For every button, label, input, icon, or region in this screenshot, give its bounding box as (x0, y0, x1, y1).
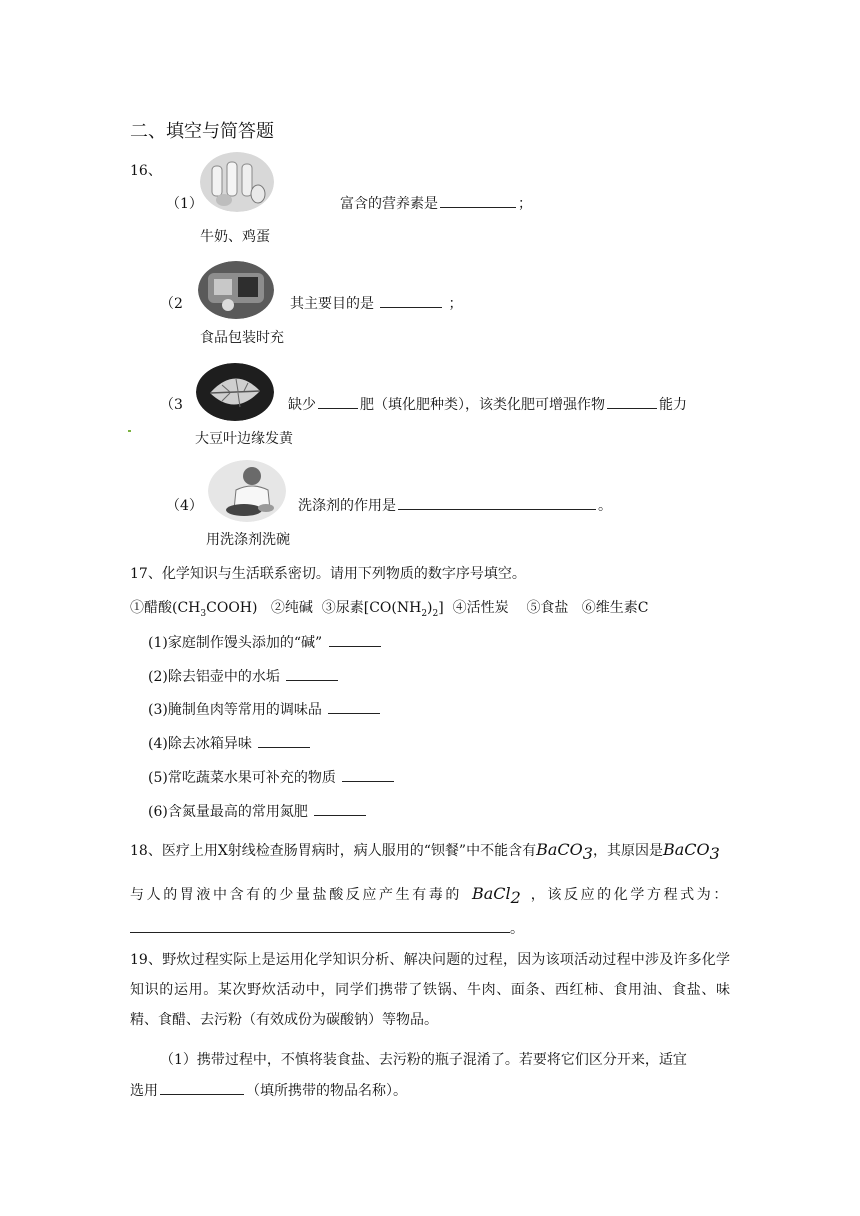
q16-item4-caption: 用洗涤剂洗碗 (206, 532, 290, 548)
q17-sub3: (3)腌制鱼肉等常用的调味品 (148, 699, 382, 719)
stray-mark (128, 430, 131, 432)
q18-answer-line: 。 (130, 918, 524, 938)
q17-intro: 17、化学知识与生活联系密切。请用下列物质的数字序号填空。 (130, 566, 526, 582)
q16-item2-caption: 食品包装时充 (200, 330, 284, 346)
soybean-leaf-photo-icon (196, 363, 274, 421)
q16-item3-caption: 大豆叶边缘发黄 (195, 431, 293, 447)
q19-sub1-line1: （1）携带过程中，不慎将装食盐、去污粉的瓶子混淆了。若要将它们区分开来，适宜 (160, 1052, 687, 1068)
q17-sub1: (1)家庭制作馒头添加的“碱” (148, 632, 383, 652)
q17-sub6: (6)含氮量最高的常用氮肥 (148, 801, 368, 821)
q17-sub2: (2)除去铝壶中的水垢 (148, 666, 340, 686)
q16-item3-text: 缺少 肥（填化肥种类），该类化肥可增强作物 能力 (288, 397, 687, 413)
q19-sub1-line2: 选用 （填所携带的物品名称）。 (130, 1083, 407, 1099)
q16-item4-text: 洗涤剂的作用是 。 (298, 498, 612, 514)
q16-item3-num: （3 (160, 397, 183, 413)
section-title: 二、填空与简答题 (130, 121, 274, 142)
q16-item1-caption: 牛奶、鸡蛋 (200, 229, 270, 245)
washing-dishes-photo-icon (208, 460, 286, 522)
q17-sub5: (5)常吃蔬菜水果可补充的物质 (148, 767, 396, 787)
food-package-photo-icon (198, 261, 274, 319)
q17-sub4: (4)除去冰箱异味 (148, 733, 312, 753)
q16-item2-num: （2 (160, 296, 183, 312)
q16-item1-text: 富含的营养素是 ； (340, 196, 532, 212)
milk-eggs-photo-icon (200, 152, 274, 212)
q16-item4-num: （4） (166, 498, 203, 514)
q17-options: ①醋酸$(CH_3COOH)$ ②纯碱 ③尿素$[CO(NH_2)_2]$ ④活性炭 ⑤食盐 ⑥维生素C (130, 600, 649, 619)
q16-item1-num: （1） (166, 196, 203, 212)
q16-item2-text: 其主要目的是 ； (290, 296, 463, 312)
q19-paragraph: 19、野炊过程实际上是运用化学知识分析、解决问题的过程，因为该项活动过程中涉及许多化学知识的运用。某次野炊活动中，同学们携带了铁锅、牛肉、面条、西红柿、食用油、食盐、味精、食醋、去污粉（有效成份为碳酸钠）等物品。 (130, 952, 730, 1028)
q16-number: 16、 (130, 163, 162, 179)
q18-line2: 与人的胃液中含有的少量盐酸反应产生有毒的 BaCl$_2$ ，该反应的化学方程式为： (130, 884, 730, 907)
q18-line1: 18、医疗上用X射线检查肠胃病时，病人服用的“钡餐”中不能含有BaCO$_3$，其原因是BaCO$_3$ (130, 840, 720, 863)
